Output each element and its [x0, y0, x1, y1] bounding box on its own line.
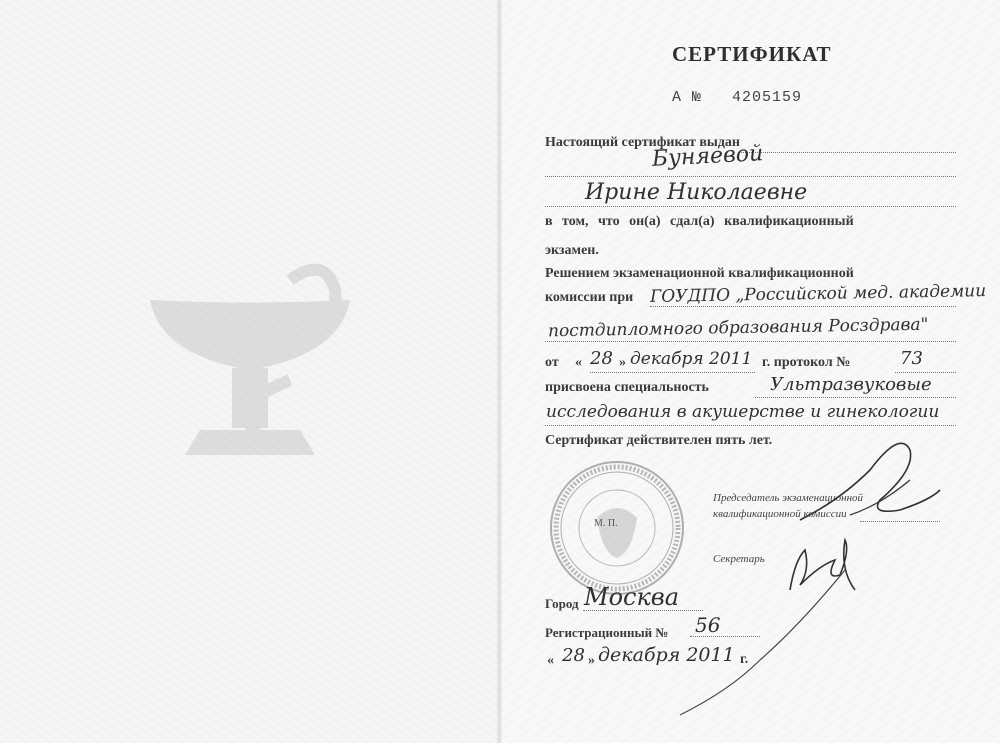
underline [545, 341, 956, 342]
series-label: А № [672, 89, 703, 106]
statement-line-1: в том, что он(а) сдал(а) квалификационный [545, 214, 854, 229]
specialty-handwritten-1: Ультразвуковые [770, 374, 932, 395]
underline [545, 176, 956, 177]
stamp-place-label: М. П. [594, 518, 618, 529]
commission-label: комиссии при [545, 290, 634, 305]
chairman-label-1: Председатель экзаменационной [713, 492, 864, 504]
protocol-number-handwritten: 73 [900, 348, 923, 369]
underline [755, 397, 956, 398]
city-label: Город [545, 596, 579, 611]
commission-handwritten-2: постдипломного образования Росздрава" [547, 314, 929, 342]
date-month-year-handwritten: декабря 2011 [630, 349, 753, 369]
chairman-signature [780, 430, 950, 530]
reg-quote-close: » [588, 653, 595, 668]
reg-quote-open: « [547, 653, 554, 668]
underline [583, 610, 703, 611]
underline [650, 306, 956, 307]
underline [545, 425, 956, 426]
protocol-label: г. протокол № [762, 355, 851, 370]
underline [738, 152, 956, 153]
date-from-label: от [545, 355, 559, 370]
chairman-label-2: квалификационной комиссии [713, 508, 847, 520]
certificate-title: СЕРТИФИКАТ [672, 42, 832, 66]
reg-date-handwritten: декабря 2011 [598, 644, 735, 666]
specialty-label: присвоена специальность [545, 380, 709, 395]
bowl-of-hygieia-watermark [140, 260, 360, 460]
statement-line-2: экзамен. [545, 243, 599, 258]
underline [895, 372, 956, 373]
underline [690, 636, 760, 637]
page-fold [497, 0, 502, 743]
certificate-number: 4205159 [732, 89, 803, 106]
issued-to-label: Настоящий сертификат выдан [545, 135, 740, 150]
registration-number-handwritten: 56 [695, 613, 721, 637]
city-handwritten: Москва [584, 583, 680, 611]
quote-close: » [619, 355, 626, 370]
underline [545, 206, 956, 207]
underline [590, 372, 755, 373]
specialty-handwritten-2: исследования в акушерстве и гинекологии [546, 402, 940, 422]
reg-day-handwritten: 28 [562, 645, 585, 666]
date-day-handwritten: 28 [590, 348, 613, 369]
registration-label: Регистрационный № [545, 625, 669, 640]
commission-handwritten-1: ГОУДПО „Российской мед. академии [649, 281, 987, 307]
name-handwritten: Ирине Николаевне [585, 180, 808, 205]
reg-year-suffix: г. [740, 652, 749, 667]
decision-line-1: Решением экзаменационной квалификационной [545, 266, 854, 281]
secretary-label: Секретарь [713, 553, 765, 565]
validity-text: Сертификат действителен пять лет. [545, 433, 773, 448]
surname-handwritten: Буняевой [651, 141, 764, 172]
quote-open: « [575, 355, 582, 370]
